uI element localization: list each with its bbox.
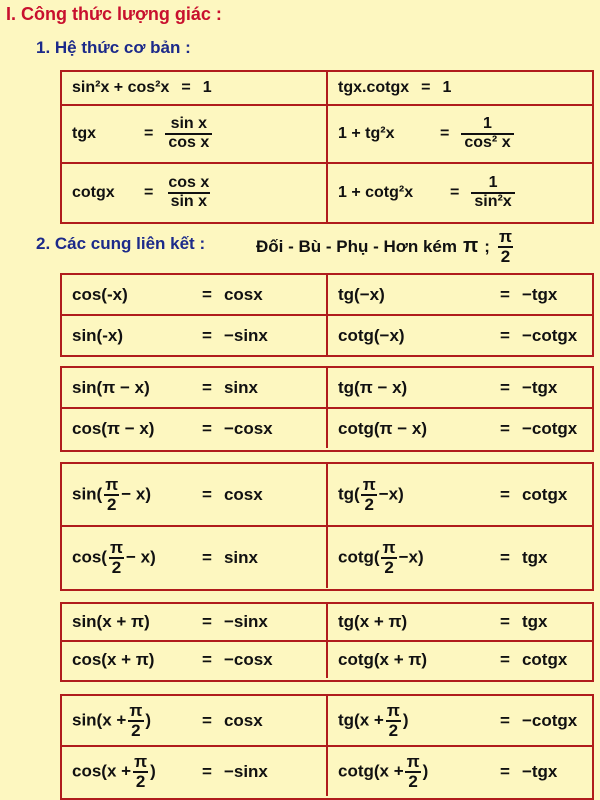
table-row	[62, 640, 592, 678]
fraction	[165, 116, 212, 152]
equals-sign: =	[202, 418, 212, 438]
equals-sign: =	[202, 761, 212, 781]
formula-rhs: −tgx	[521, 761, 558, 781]
formula-rhs: cotgx	[521, 650, 568, 669]
fraction-numerator: cos x	[168, 174, 210, 192]
fraction-numerator: π	[134, 751, 148, 771]
fraction-numerator: π	[105, 474, 119, 494]
fraction-denominator: 2	[381, 557, 396, 577]
formula-lhs	[338, 753, 488, 791]
section-heading-related-arcs: 2. Các cung liên kết :	[36, 234, 206, 253]
formula-prefix: sin(	[72, 483, 103, 503]
formula-cell	[328, 164, 592, 222]
table-row	[62, 696, 592, 745]
pi-over-two	[496, 228, 515, 266]
fraction	[461, 116, 513, 152]
formula-rhs: −cotgx	[521, 325, 578, 345]
equals-sign: =	[500, 484, 510, 504]
formula-cell	[328, 275, 592, 314]
differ-by-half-pi-table	[60, 694, 594, 800]
formula-cell	[62, 164, 328, 222]
table-row	[62, 604, 592, 640]
fraction-numerator: π	[406, 751, 420, 771]
table-row	[62, 525, 592, 588]
formula-suffix: −x)	[378, 483, 404, 503]
equals-sign: =	[202, 484, 212, 504]
formula-cell	[328, 696, 592, 745]
formula-cell	[328, 464, 592, 525]
formula-suffix: − x)	[121, 483, 152, 503]
pi-symbol: π	[462, 235, 479, 258]
formula-cell	[328, 106, 592, 162]
formula-cell	[62, 642, 328, 678]
section-heading-basic: 1. Hệ thức cơ bản :	[36, 38, 191, 57]
formula-lhs: cotgx	[72, 184, 115, 201]
formula-lhs: tgx.cotgx	[338, 79, 410, 96]
formula-rhs: sinx	[223, 377, 258, 397]
formula-lhs: cos(-x)	[72, 284, 128, 304]
equals-sign: =	[500, 650, 510, 669]
formula-rhs: −cotgx	[521, 710, 578, 730]
equals-sign: =	[500, 547, 510, 567]
formula-rhs: tgx	[521, 547, 548, 567]
formula-lhs: sin(π − x)	[72, 377, 150, 397]
fraction-numerator: π	[109, 537, 123, 557]
equals-sign: =	[202, 710, 212, 730]
formula-lhs: sin²x + cos²x	[72, 79, 170, 96]
formula-cell	[328, 527, 592, 588]
differ-by-pi-table	[60, 602, 594, 682]
equals-sign: =	[202, 547, 212, 567]
table-row	[62, 745, 592, 796]
table-row	[62, 368, 592, 407]
fraction-numerator: π	[386, 700, 400, 720]
fraction-denominator: 2	[109, 557, 124, 577]
formula-rhs: 1	[442, 79, 452, 96]
table-row	[62, 464, 592, 525]
formula-cell	[62, 275, 328, 314]
page-title: I. Công thức lượng giác :	[6, 4, 222, 24]
formula-cell	[62, 72, 328, 104]
formula-lhs	[72, 702, 190, 740]
formula-cell	[328, 642, 592, 678]
fraction-numerator: π	[362, 474, 376, 494]
formula-lhs: 1 + cotg²x	[338, 184, 414, 201]
formula-rhs: cosx	[223, 484, 263, 504]
fraction	[471, 175, 514, 211]
formula-lhs	[72, 539, 190, 577]
fraction-numerator: 1	[483, 115, 492, 133]
formula-rhs: −tgx	[521, 377, 558, 397]
formula-cell	[62, 696, 328, 745]
formula-rhs: −sinx	[223, 612, 268, 631]
basic-identities-table	[60, 70, 594, 224]
equals-sign: =	[500, 377, 510, 397]
formula-lhs: cotg(x + π)	[338, 650, 428, 669]
formula-cell	[62, 368, 328, 407]
formula-rhs: −sinx	[223, 761, 268, 781]
formula-suffix: −x)	[398, 546, 424, 566]
formula-rhs: cosx	[223, 710, 263, 730]
formula-cell	[328, 316, 592, 355]
fraction-numerator: 1	[488, 174, 498, 192]
formula-cell	[328, 747, 592, 796]
formula-lhs: cos(π − x)	[72, 418, 155, 438]
formula-rhs: −cosx	[223, 418, 273, 438]
formula-rhs: cosx	[223, 284, 263, 304]
table-row	[62, 275, 592, 314]
formula-prefix: tg(	[338, 483, 360, 503]
formula-prefix: cos(	[72, 546, 107, 566]
equals-sign: =	[202, 650, 212, 669]
formula-cell	[62, 604, 328, 640]
fraction-denominator: 2	[133, 771, 148, 791]
pi-over-two	[360, 476, 379, 514]
formula-cell	[62, 527, 328, 588]
semicolon: ;	[484, 236, 490, 256]
formula-lhs	[338, 702, 488, 740]
formula-lhs: cotg(π − x)	[338, 418, 428, 438]
formula-lhs: 1 + tg²x	[338, 125, 395, 142]
fraction-numerator: π	[382, 537, 396, 557]
formula-lhs	[72, 753, 190, 791]
equals-sign: =	[202, 612, 212, 631]
fraction-denominator: cos² x	[461, 133, 513, 152]
equals-sign: =	[500, 761, 510, 781]
formula-rhs: −cotgx	[521, 418, 578, 438]
fraction-denominator: sin x	[168, 192, 210, 211]
fraction-numerator: π	[498, 227, 512, 246]
formula-lhs: sin(x + π)	[72, 612, 150, 631]
fraction-denominator: 2	[128, 720, 143, 740]
formula-lhs: cos(x + π)	[72, 650, 155, 669]
pi-over-two	[107, 539, 126, 577]
pi-over-two	[404, 753, 423, 791]
formula-cell	[62, 106, 328, 162]
formula-lhs	[338, 539, 488, 577]
fraction-numerator: π	[129, 700, 143, 720]
formula-lhs	[72, 476, 190, 514]
pi-over-two	[131, 753, 150, 791]
formula-lhs: tg(π − x)	[338, 377, 408, 397]
formula-rhs: 1	[202, 79, 212, 96]
equals-sign: =	[500, 612, 510, 631]
formula-cell	[328, 368, 592, 407]
equals-sign: =	[202, 284, 212, 304]
fraction	[165, 175, 212, 211]
equals-sign: =	[202, 325, 212, 345]
table-row	[62, 407, 592, 448]
equals-sign: =	[202, 377, 212, 397]
formula-suffix: − x)	[125, 546, 156, 566]
formula-rhs: cotgx	[521, 484, 568, 504]
related-arcs-text: Đối - Bù - Phụ - Hơn kém	[256, 236, 457, 256]
fraction-denominator: 2	[386, 720, 401, 740]
fraction-denominator: 2	[405, 771, 420, 791]
formula-cell	[328, 604, 592, 640]
equals-sign: =	[144, 184, 154, 201]
complementary-arcs-table	[60, 462, 594, 591]
table-row	[62, 314, 592, 355]
equals-sign: =	[450, 184, 460, 201]
table-row	[62, 72, 592, 104]
formula-prefix: cos(x +	[72, 760, 132, 780]
formula-cell	[328, 409, 592, 448]
formula-cell	[328, 72, 592, 104]
formula-lhs	[338, 476, 488, 514]
table-row	[62, 104, 592, 162]
formula-lhs: tg(x + π)	[338, 612, 408, 631]
fraction-denominator: 2	[361, 494, 376, 514]
table-row	[62, 162, 592, 222]
equals-sign: =	[440, 125, 450, 142]
supplementary-arcs-table	[60, 366, 594, 452]
formula-cell	[62, 316, 328, 355]
opposite-arcs-table	[60, 273, 594, 357]
pi-over-two	[126, 702, 145, 740]
fraction-denominator: sin²x	[471, 192, 514, 211]
formula-lhs: tg(−x)	[338, 284, 385, 304]
formula-cell	[62, 409, 328, 448]
related-arcs-note	[256, 228, 515, 266]
equals-sign: =	[181, 79, 191, 96]
fraction-denominator: 2	[104, 494, 119, 514]
pi-over-two	[384, 702, 403, 740]
formula-rhs: tgx	[521, 612, 548, 631]
formula-rhs: sinx	[223, 547, 258, 567]
formula-prefix: cotg(x +	[338, 760, 404, 780]
formula-lhs: sin(-x)	[72, 325, 123, 345]
formula-rhs: −cosx	[223, 650, 273, 669]
formula-lhs: cotg(−x)	[338, 325, 405, 345]
formula-prefix: cotg(	[338, 546, 380, 566]
fraction-numerator: sin x	[170, 115, 208, 133]
formula-lhs: tgx	[72, 125, 96, 142]
formula-cell	[62, 464, 328, 525]
fraction-denominator: cos x	[165, 133, 212, 152]
formula-prefix: sin(x +	[72, 709, 127, 729]
formula-rhs: −tgx	[521, 284, 558, 304]
equals-sign: =	[500, 325, 510, 345]
pi-over-two	[380, 539, 399, 577]
formula-prefix: tg(x +	[338, 709, 384, 729]
formula-rhs: −sinx	[223, 325, 268, 345]
formula-suffix: )	[422, 760, 429, 780]
equals-sign: =	[500, 284, 510, 304]
equals-sign: =	[500, 710, 510, 730]
formula-cell	[62, 747, 328, 796]
formula-suffix: )	[145, 709, 152, 729]
pi-over-two	[102, 476, 121, 514]
equals-sign: =	[500, 418, 510, 438]
equals-sign: =	[144, 125, 154, 142]
fraction-denominator: 2	[498, 246, 513, 266]
equals-sign: =	[421, 79, 431, 96]
formula-suffix: )	[150, 760, 156, 780]
formula-suffix: )	[402, 709, 409, 729]
